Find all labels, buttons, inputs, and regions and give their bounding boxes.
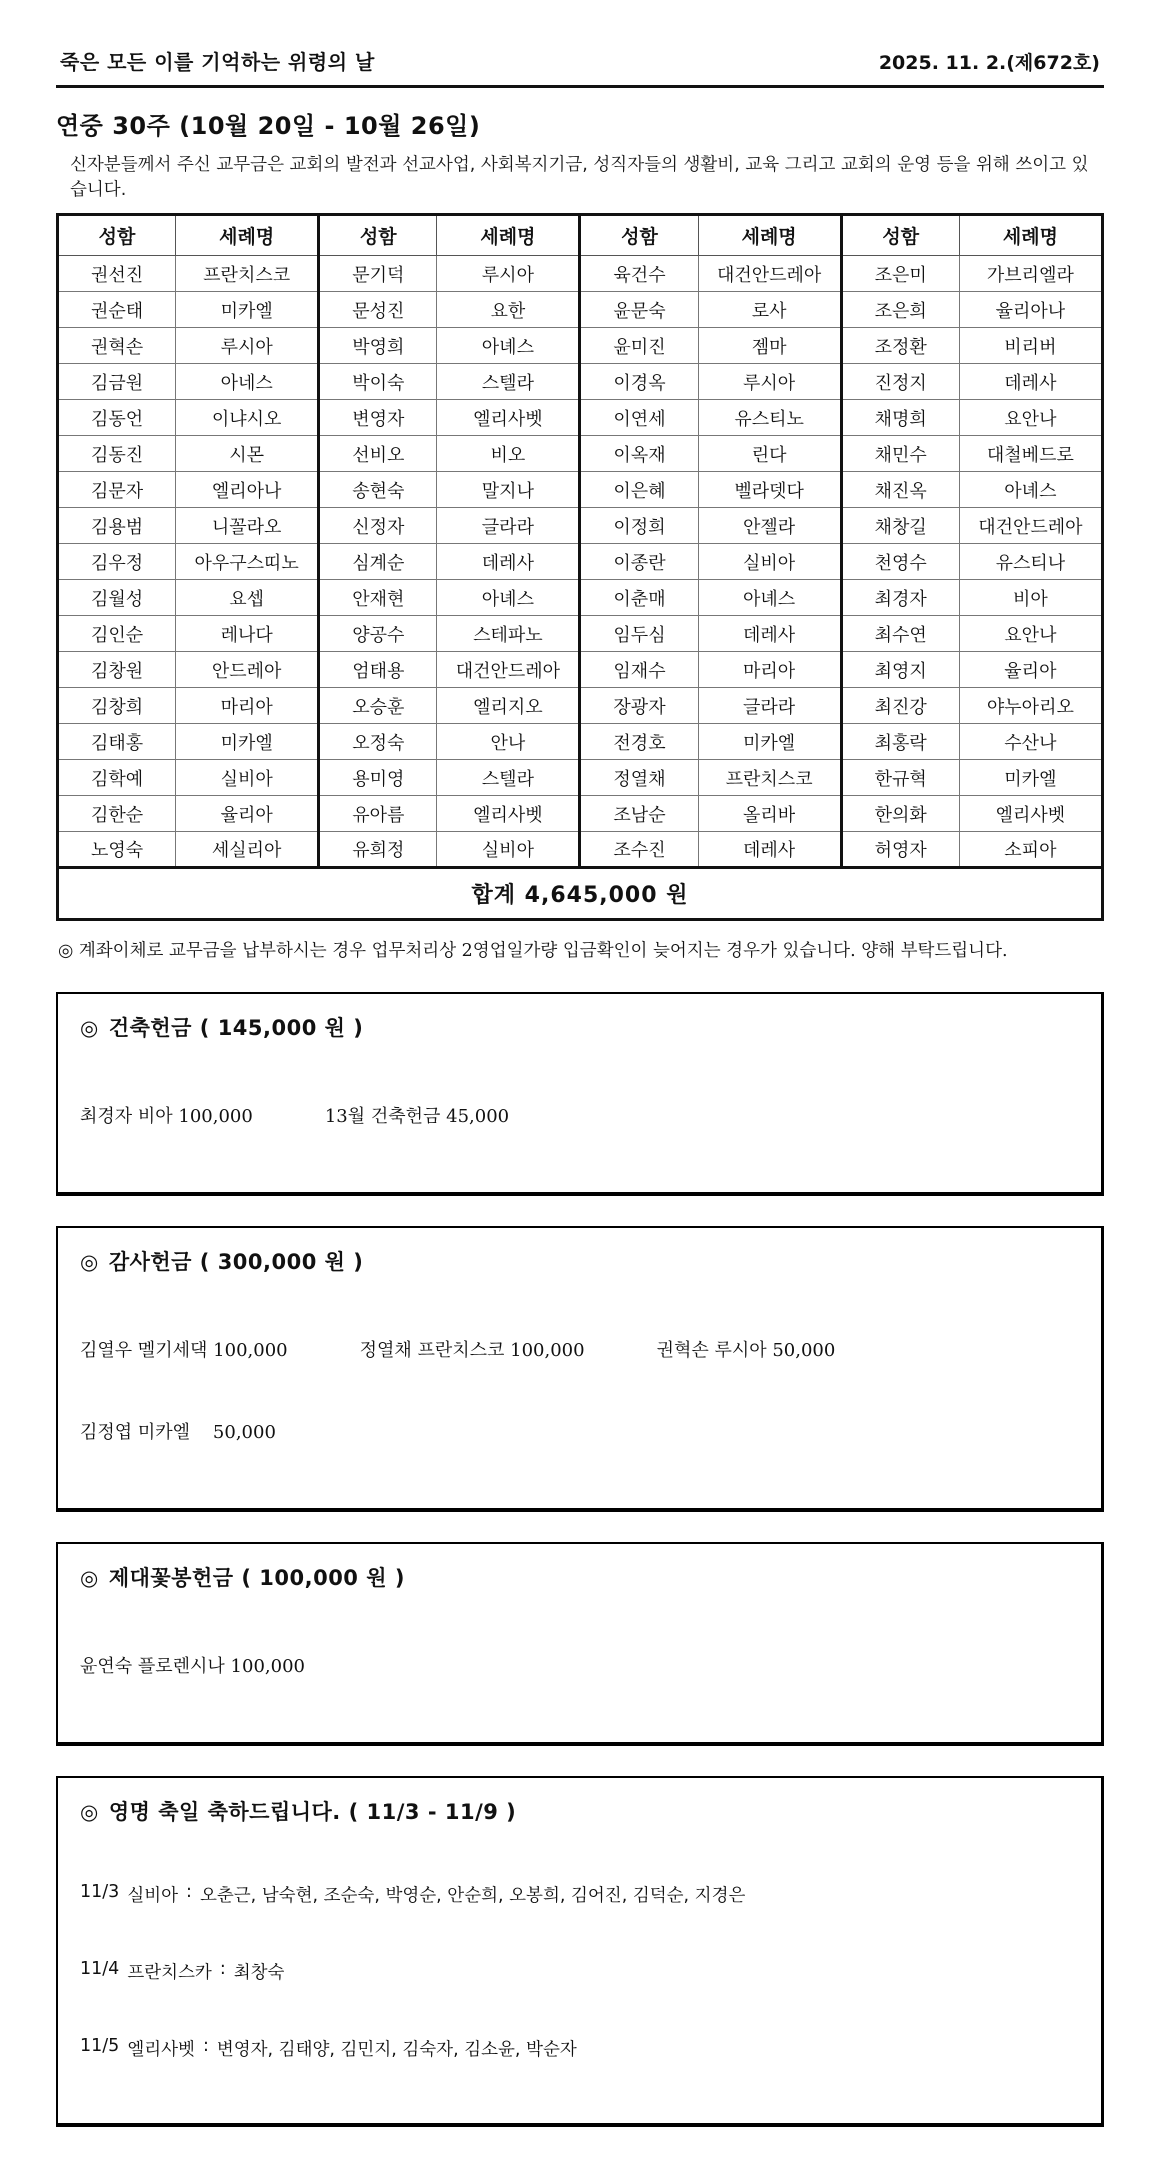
parishioner-name: 권선진	[58, 256, 176, 292]
donation-line	[80, 1652, 1079, 1678]
table-row	[58, 292, 1103, 328]
parishioner-name: 허영자	[841, 832, 959, 868]
parishioner-name: 진정지	[841, 364, 959, 400]
parishioner-name: 이옥재	[580, 436, 698, 472]
thanksgiving-fund-box	[56, 1226, 1104, 1512]
baptismal-name: 글라라	[437, 508, 580, 544]
col-header-name: 성함	[580, 215, 698, 256]
parishioner-name: 김동언	[58, 400, 176, 436]
parishioner-name: 양공수	[319, 616, 437, 652]
feast-names: 변영자, 김태양, 김민지, 김숙자, 김소윤, 박순자	[216, 2040, 577, 2060]
baptismal-name: 대철베드로	[959, 436, 1102, 472]
baptismal-name: 아녜스	[437, 328, 580, 364]
table-row	[58, 652, 1103, 688]
baptismal-name: 루시아	[176, 328, 319, 364]
baptismal-name: 미카엘	[176, 724, 319, 760]
baptismal-name: 엘리아나	[176, 472, 319, 508]
parishioner-name: 안재현	[319, 580, 437, 616]
feast-day-title-text: 영명 축일 축하드립니다. ( 11/3 - 11/9 )	[108, 1800, 517, 1824]
parishioner-name: 엄태용	[319, 652, 437, 688]
baptismal-name: 프란치스코	[698, 760, 841, 796]
table-row	[58, 436, 1103, 472]
parishioner-name: 김문자	[58, 472, 176, 508]
parishioner-name: 박이숙	[319, 364, 437, 400]
feast-saint: 실비아	[127, 1886, 179, 1906]
parishioner-name: 김학예	[58, 760, 176, 796]
parishioner-name: 김태홍	[58, 724, 176, 760]
bullet-icon: ◎	[80, 1016, 99, 1040]
parishioner-name: 이은혜	[580, 472, 698, 508]
baptismal-name: 요셉	[176, 580, 319, 616]
parishioner-name: 권순태	[58, 292, 176, 328]
table-row	[58, 364, 1103, 400]
parishioner-name: 임두심	[580, 616, 698, 652]
parishioner-name: 정열채	[580, 760, 698, 796]
thanksgiving-fund-title	[80, 1246, 1079, 1276]
col-header-name: 성함	[58, 215, 176, 256]
parishioner-name: 유아름	[319, 796, 437, 832]
parishioner-name: 최수연	[841, 616, 959, 652]
baptismal-name: 비오	[437, 436, 580, 472]
col-header-name: 성함	[319, 215, 437, 256]
table-header-row	[58, 215, 1103, 256]
parishioner-name: 채민수	[841, 436, 959, 472]
col-header-baptismal: 세례명	[437, 215, 580, 256]
table-row	[58, 580, 1103, 616]
parishioner-name: 오정숙	[319, 724, 437, 760]
baptismal-name: 로사	[698, 292, 841, 328]
intro-text: 신자분들께서 주신 교무금은 교회의 발전과 선교사업, 사회복지기금, 성직자들의 생활비, 교육 그리고 교회의 운영 등을 위해 쓰이고 있습니다.	[70, 155, 1089, 200]
doc-header-issue-date: 2025. 11. 2.(제672호)	[878, 52, 1100, 74]
baptismal-name: 스테파노	[437, 616, 580, 652]
baptismal-name: 린다	[698, 436, 841, 472]
parishioner-name: 문성진	[319, 292, 437, 328]
parishioner-name: 유희정	[319, 832, 437, 868]
parishioner-name: 노영숙	[58, 832, 176, 868]
baptismal-name: 아녜스	[437, 580, 580, 616]
baptismal-name: 대건안드레아	[959, 508, 1102, 544]
parishioner-name: 조정환	[841, 328, 959, 364]
thanksgiving-fund-title-text: 감사헌금 ( 300,000 원 )	[108, 1250, 364, 1274]
baptismal-name: 유스티노	[698, 400, 841, 436]
feast-line	[80, 2036, 1079, 2061]
baptismal-name: 엘리사벳	[437, 796, 580, 832]
feast-line	[80, 1959, 1079, 1984]
parishioner-name: 최경자	[841, 580, 959, 616]
bullet-icon: ◎	[80, 1250, 99, 1274]
parishioner-name: 신정자	[319, 508, 437, 544]
baptismal-name: 아녜스	[959, 472, 1102, 508]
parishioner-name: 이연세	[580, 400, 698, 436]
feast-saint: 엘리사벳	[127, 2040, 195, 2060]
table-row	[58, 616, 1103, 652]
baptismal-name: 율리아나	[959, 292, 1102, 328]
baptismal-name: 대건안드레아	[437, 652, 580, 688]
feast-day-content	[80, 1842, 1079, 2101]
parishioner-name: 장광자	[580, 688, 698, 724]
table-row	[58, 832, 1103, 868]
col-header-name: 성함	[841, 215, 959, 256]
baptismal-name: 벨라뎃다	[698, 472, 841, 508]
table-row	[58, 400, 1103, 436]
baptismal-name: 요안나	[959, 400, 1102, 436]
donation-line	[80, 1102, 1079, 1128]
feast-day-box	[56, 1776, 1104, 2127]
building-fund-content	[80, 1060, 1079, 1170]
parishioner-name: 선비오	[319, 436, 437, 472]
parishioner-name: 전경호	[580, 724, 698, 760]
parishioner-name: 윤문숙	[580, 292, 698, 328]
baptismal-name: 엘리사벳	[959, 796, 1102, 832]
parishioner-name: 조남순	[580, 796, 698, 832]
baptismal-name: 젬마	[698, 328, 841, 364]
baptismal-name: 루시아	[698, 364, 841, 400]
doc-header-title: 죽은 모든 이를 기억하는 위령의 날	[60, 50, 375, 74]
baptismal-name: 데레사	[437, 544, 580, 580]
parishioner-name: 채진옥	[841, 472, 959, 508]
offering-table-foot	[58, 868, 1103, 920]
col-header-baptismal: 세례명	[959, 215, 1102, 256]
baptismal-name: 루시아	[437, 256, 580, 292]
table-row	[58, 508, 1103, 544]
parishioner-name: 김한순	[58, 796, 176, 832]
baptismal-name: 미카엘	[959, 760, 1102, 796]
feast-date: 11/3	[80, 1882, 120, 1902]
baptismal-name: 요한	[437, 292, 580, 328]
parishioner-name: 문기덕	[319, 256, 437, 292]
parishioner-name: 한규혁	[841, 760, 959, 796]
altar-flower-fund-content	[80, 1610, 1079, 1720]
baptismal-name: 야누아리오	[959, 688, 1102, 724]
baptismal-name: 안젤라	[698, 508, 841, 544]
parishioner-name: 김금원	[58, 364, 176, 400]
parishioner-name: 채명희	[841, 400, 959, 436]
baptismal-name: 율리아	[176, 796, 319, 832]
feast-separator: :	[202, 2036, 209, 2056]
page-title: 연중 30주 (10월 20일 - 10월 26일)	[56, 112, 481, 140]
altar-flower-fund-title	[80, 1562, 1079, 1592]
table-row	[58, 760, 1103, 796]
parishioner-name: 심계순	[319, 544, 437, 580]
baptismal-name: 소피아	[959, 832, 1102, 868]
parishioner-name: 한의화	[841, 796, 959, 832]
feast-day-title	[80, 1796, 1079, 1826]
parishioner-name: 김월성	[58, 580, 176, 616]
donation-entry: 김정엽 미카엘 50,000	[80, 1422, 276, 1443]
baptismal-name: 수산나	[959, 724, 1102, 760]
parishioner-name: 채창길	[841, 508, 959, 544]
baptismal-name: 안드레아	[176, 652, 319, 688]
feast-separator: :	[219, 1959, 226, 1979]
baptismal-name: 아녜스	[698, 580, 841, 616]
baptismal-name: 시몬	[176, 436, 319, 472]
feast-names: 오춘근, 남숙현, 조순숙, 박영순, 안순희, 오봉희, 김어진, 김덕순, 지경은	[199, 1886, 746, 1906]
table-row	[58, 544, 1103, 580]
baptismal-name: 아우구스띠노	[176, 544, 319, 580]
baptismal-name: 미카엘	[698, 724, 841, 760]
parishioner-name: 김동진	[58, 436, 176, 472]
feast-line	[80, 1882, 1079, 1907]
donation-entry: 윤연숙 플로렌시나 100,000	[80, 1656, 305, 1677]
feast-names: 최창숙	[233, 1963, 285, 1983]
baptismal-name: 안나	[437, 724, 580, 760]
baptismal-name: 가브리엘라	[959, 256, 1102, 292]
baptismal-name: 데레사	[698, 616, 841, 652]
baptismal-name: 대건안드레아	[698, 256, 841, 292]
baptismal-name: 데레사	[959, 364, 1102, 400]
baptismal-name: 실비아	[437, 832, 580, 868]
baptismal-name: 글라라	[698, 688, 841, 724]
parishioner-name: 김창원	[58, 652, 176, 688]
transfer-note	[58, 937, 1104, 962]
parishioner-name: 박영희	[319, 328, 437, 364]
baptismal-name: 아네스	[176, 364, 319, 400]
donation-entry: 김열우 멜기세댁 100,000	[80, 1340, 288, 1361]
building-fund-title-text: 건축헌금 ( 145,000 원 )	[108, 1016, 364, 1040]
note-bullet-icon: ◎	[58, 941, 74, 961]
parishioner-name: 김용범	[58, 508, 176, 544]
feast-date: 11/5	[80, 2036, 120, 2056]
baptismal-name: 유스티나	[959, 544, 1102, 580]
offering-table-body	[58, 256, 1103, 868]
baptismal-name: 프란치스코	[176, 256, 319, 292]
donation-entry: 13월 건축헌금 45,000	[324, 1106, 510, 1127]
baptismal-name: 실비아	[176, 760, 319, 796]
parishioner-name: 김인순	[58, 616, 176, 652]
baptismal-name: 데레사	[698, 832, 841, 868]
parishioner-name: 조은미	[841, 256, 959, 292]
bullet-icon: ◎	[80, 1800, 99, 1824]
parishioner-name: 오승훈	[319, 688, 437, 724]
baptismal-name: 비아	[959, 580, 1102, 616]
table-row	[58, 724, 1103, 760]
parishioner-name: 이경옥	[580, 364, 698, 400]
total-row	[58, 868, 1103, 920]
parishioner-name: 최진강	[841, 688, 959, 724]
baptismal-name: 비리버	[959, 328, 1102, 364]
baptismal-name: 미카엘	[176, 292, 319, 328]
total-amount: 합계 4,645,000 원	[58, 868, 1103, 920]
baptismal-name: 마리아	[698, 652, 841, 688]
parishioner-name: 김창희	[58, 688, 176, 724]
baptismal-name: 올리바	[698, 796, 841, 832]
parishioner-name: 윤미진	[580, 328, 698, 364]
altar-flower-fund-box	[56, 1542, 1104, 1746]
baptismal-name: 말지나	[437, 472, 580, 508]
altar-flower-fund-title-text: 제대꽃봉헌금 ( 100,000 원 )	[108, 1566, 405, 1590]
donation-line	[80, 1336, 1079, 1362]
parishioner-name: 육건수	[580, 256, 698, 292]
feast-date: 11/4	[80, 1959, 120, 1979]
baptismal-name: 요안나	[959, 616, 1102, 652]
parishioner-name: 김우정	[58, 544, 176, 580]
col-header-baptismal: 세례명	[176, 215, 319, 256]
parishioner-name: 이춘매	[580, 580, 698, 616]
col-header-baptismal: 세례명	[698, 215, 841, 256]
doc-header	[56, 40, 1104, 88]
table-row	[58, 688, 1103, 724]
baptismal-name: 세실리아	[176, 832, 319, 868]
bullet-icon: ◎	[80, 1566, 99, 1590]
parishioner-name: 천영수	[841, 544, 959, 580]
parishioner-name: 변영자	[319, 400, 437, 436]
building-fund-title	[80, 1012, 1079, 1042]
donation-entry: 정열채 프란치스코 100,000	[359, 1340, 585, 1361]
offering-table	[56, 213, 1104, 921]
building-fund-box	[56, 992, 1104, 1196]
feast-separator: :	[186, 1882, 192, 1902]
donation-line	[80, 1418, 1079, 1444]
baptismal-name: 스텔라	[437, 760, 580, 796]
baptismal-name: 엘리사벳	[437, 400, 580, 436]
baptismal-name: 율리아	[959, 652, 1102, 688]
table-row	[58, 328, 1103, 364]
parishioner-name: 송현숙	[319, 472, 437, 508]
baptismal-name: 마리아	[176, 688, 319, 724]
baptismal-name: 엘리지오	[437, 688, 580, 724]
parishioner-name: 권혁손	[58, 328, 176, 364]
parishioner-name: 조은희	[841, 292, 959, 328]
parishioner-name: 최영지	[841, 652, 959, 688]
parishioner-name: 이정희	[580, 508, 698, 544]
baptismal-name: 스텔라	[437, 364, 580, 400]
feast-saint: 프란치스카	[127, 1963, 212, 1983]
parishioner-name: 조수진	[580, 832, 698, 868]
table-row	[58, 472, 1103, 508]
baptismal-name: 실비아	[698, 544, 841, 580]
donation-entry: 권혁손 루시아 50,000	[656, 1340, 836, 1361]
offering-table-head	[58, 215, 1103, 256]
baptismal-name: 이냐시오	[176, 400, 319, 436]
baptismal-name: 레나다	[176, 616, 319, 652]
parishioner-name: 용미영	[319, 760, 437, 796]
parishioner-name: 이종란	[580, 544, 698, 580]
parishioner-name: 최홍락	[841, 724, 959, 760]
table-row	[58, 796, 1103, 832]
parishioner-name: 임재수	[580, 652, 698, 688]
baptismal-name: 니꼴라오	[176, 508, 319, 544]
donation-entry: 최경자 비아 100,000	[80, 1106, 253, 1127]
thanksgiving-fund-content	[80, 1294, 1079, 1486]
transfer-note-text: 계좌이체로 교무금을 납부하시는 경우 업무처리상 2영업일가량 입금확인이 늦어지는 경우가 있습니다. 양해 부탁드립니다.	[78, 941, 1008, 961]
table-row	[58, 256, 1103, 292]
